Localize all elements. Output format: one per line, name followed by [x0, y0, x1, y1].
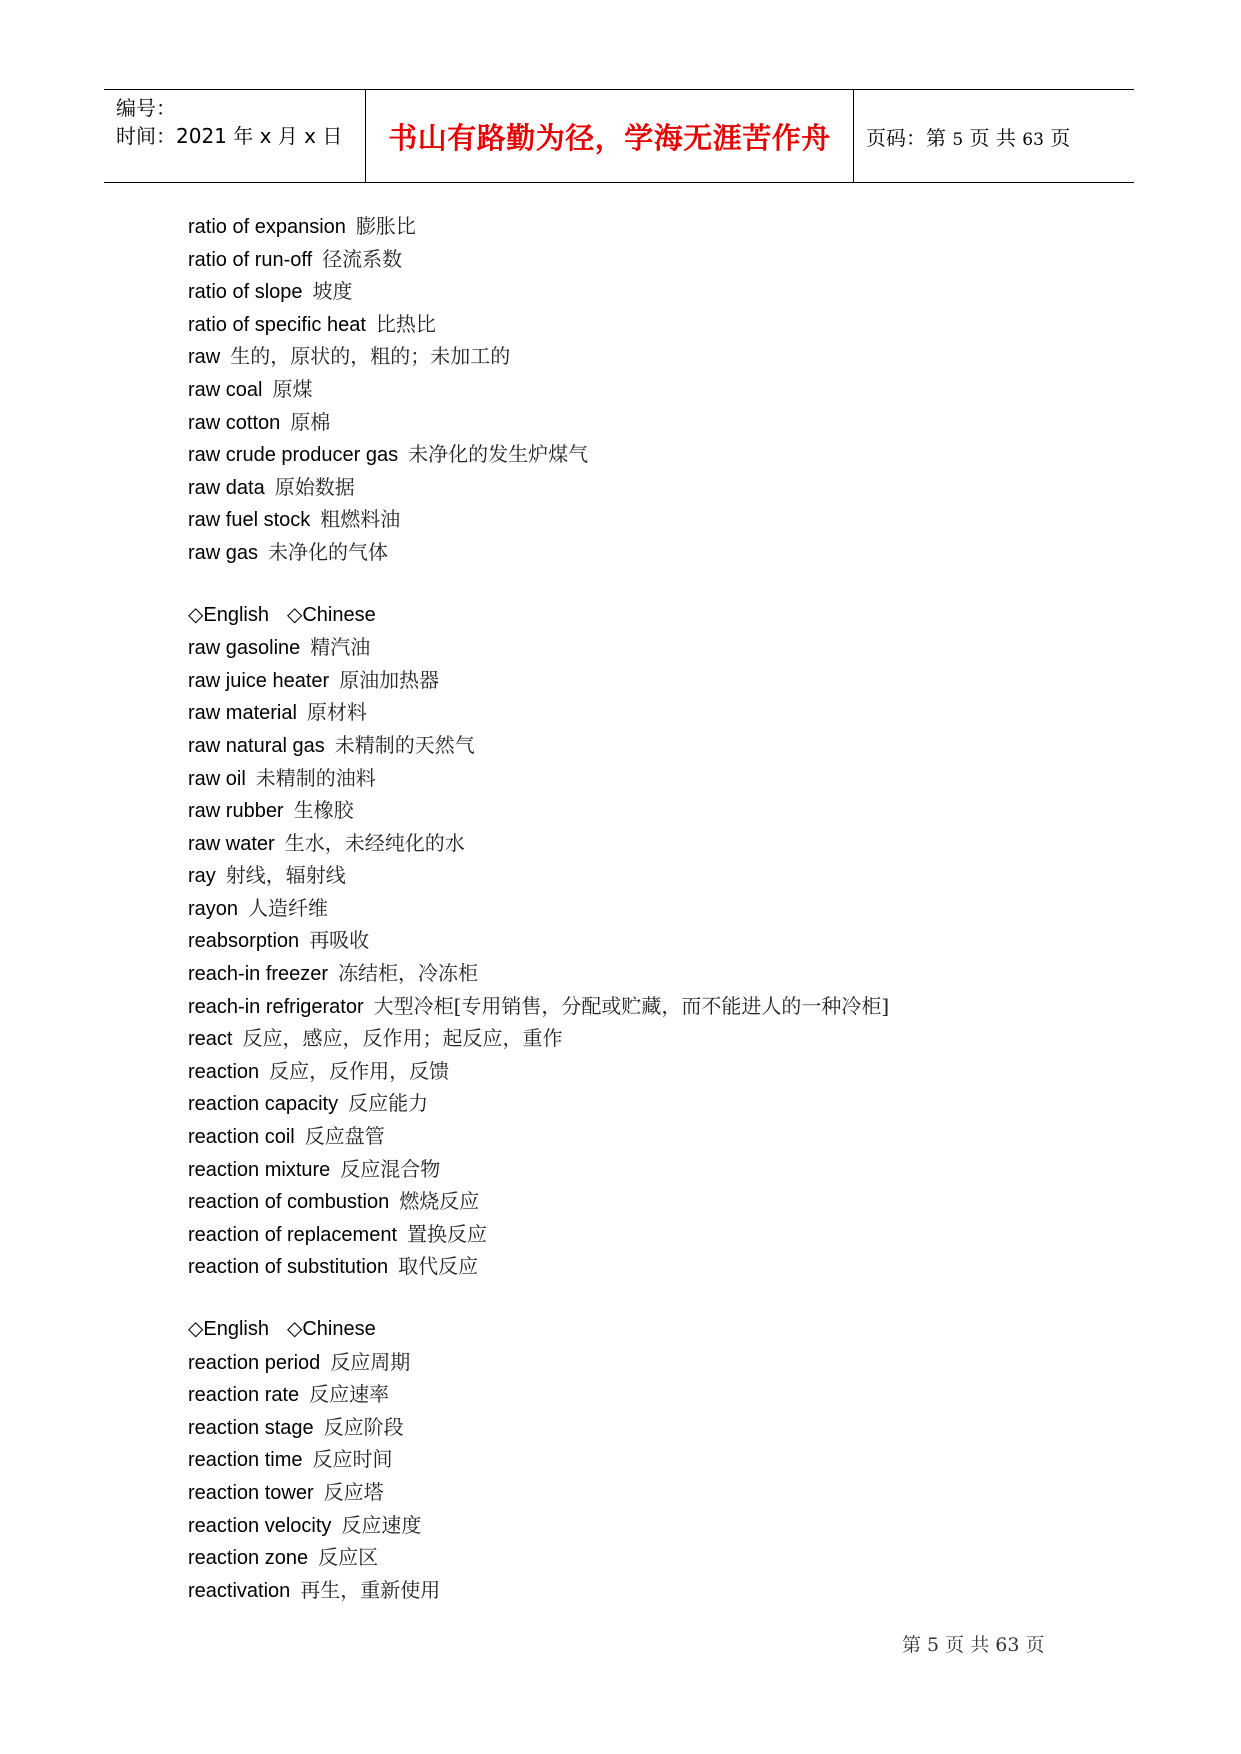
glossary-entry — [188, 1509, 1088, 1542]
entry-english-term: raw water — [188, 832, 275, 855]
entry-english-term: reaction of substitution — [188, 1256, 389, 1279]
entry-chinese-translation: 再生，重新使用 — [300, 1577, 441, 1602]
glossary-entry — [188, 210, 1088, 243]
section-heading-chinese: ◇Chinese — [286, 1318, 376, 1340]
entry-chinese-translation: 径流系数 — [322, 246, 403, 271]
entry-english-term: raw rubber — [188, 800, 284, 823]
entry-english-term: rayon — [188, 897, 239, 920]
glossary-entry — [188, 1087, 1088, 1120]
glossary-entry — [188, 859, 1088, 892]
entry-chinese-translation: 未精制的天然气 — [334, 732, 475, 757]
serial-label: 编号： — [116, 96, 176, 120]
entry-english-term: reaction time — [188, 1449, 303, 1472]
entry-chinese-translation: 反应速度 — [341, 1512, 422, 1537]
section-heading — [188, 599, 1088, 632]
header-page-cell — [854, 90, 1134, 182]
page-header — [104, 89, 1134, 183]
glossary-entry — [188, 1541, 1088, 1574]
glossary-entry — [188, 1378, 1088, 1411]
glossary-entry — [188, 1022, 1088, 1055]
glossary-entry — [188, 892, 1088, 925]
glossary-entry — [188, 340, 1088, 373]
page-label-mid: 页 共 — [969, 126, 1016, 150]
glossary-entry — [188, 729, 1088, 762]
glossary-entry — [188, 1443, 1088, 1476]
entry-chinese-translation: 人造纤维 — [248, 895, 329, 920]
glossary-entry — [188, 243, 1088, 276]
entry-english-term: raw — [188, 346, 221, 369]
entry-chinese-translation: 反应周期 — [330, 1349, 411, 1374]
entry-english-term: reaction zone — [188, 1547, 309, 1570]
header-motto-cell — [365, 90, 854, 182]
entry-english-term: react — [188, 1028, 233, 1051]
entry-chinese-translation: 燃烧反应 — [399, 1189, 480, 1214]
entry-english-term: reaction mixture — [188, 1158, 331, 1181]
section-heading-english: ◇English — [188, 1318, 269, 1340]
section-gap — [188, 569, 1088, 599]
entry-english-term: reaction period — [188, 1351, 321, 1374]
entry-english-term: reaction rate — [188, 1384, 300, 1407]
entry-english-term: raw fuel stock — [188, 509, 311, 532]
entry-english-term: reaction tower — [188, 1481, 314, 1504]
entry-chinese-translation: 反应区 — [318, 1545, 379, 1570]
entry-english-term: reaction — [188, 1060, 260, 1083]
entry-chinese-translation: 原材料 — [306, 700, 367, 725]
entry-chinese-translation: 原煤 — [272, 376, 313, 401]
page-current: 5 — [952, 130, 964, 150]
glossary-entry — [188, 1574, 1088, 1607]
entry-english-term: ratio of expansion — [188, 216, 346, 238]
glossary-entry — [188, 308, 1088, 341]
glossary-entry — [188, 1153, 1088, 1186]
page-code — [866, 122, 1070, 151]
entry-chinese-translation: 未净化的发生炉煤气 — [408, 442, 589, 467]
entry-chinese-translation: 大型冷柜[专用销售，分配或贮藏，而不能进人的一种冷柜] — [373, 993, 890, 1018]
entry-english-term: reaction stage — [188, 1416, 314, 1439]
glossary-entry — [188, 438, 1088, 471]
entry-english-term: raw oil — [188, 767, 246, 790]
entry-chinese-translation: 再吸收 — [309, 928, 370, 953]
glossary-entry — [188, 696, 1088, 729]
page-label-prefix: 页码：第 — [866, 126, 946, 150]
glossary-entry — [188, 275, 1088, 308]
entry-english-term: raw gas — [188, 541, 259, 564]
entry-english-term: reaction capacity — [188, 1093, 339, 1116]
glossary-content — [188, 210, 1088, 1606]
entry-english-term: raw cotton — [188, 411, 281, 434]
entry-chinese-translation: 生的，原状的，粗的；未加工的 — [230, 344, 511, 369]
entry-chinese-translation: 生橡胶 — [293, 798, 354, 823]
entry-chinese-translation: 未精制的油料 — [255, 765, 376, 790]
entry-english-term: reaction of replacement — [188, 1223, 398, 1246]
glossary-entry — [188, 471, 1088, 504]
glossary-entry — [188, 536, 1088, 569]
glossary-entry — [188, 1185, 1088, 1218]
entry-chinese-translation: 比热比 — [375, 311, 436, 336]
entry-english-term: reaction coil — [188, 1126, 295, 1149]
entry-english-term: ratio of run-off — [188, 248, 313, 271]
section-heading — [188, 1313, 1088, 1346]
entry-chinese-translation: 反应，反作用，反馈 — [269, 1058, 450, 1083]
entry-chinese-translation: 未净化的气体 — [268, 539, 389, 564]
glossary-entry — [188, 990, 1088, 1023]
entry-english-term: raw coal — [188, 378, 263, 401]
entry-english-term: reaction of combustion — [188, 1191, 390, 1214]
entry-chinese-translation: 反应阶段 — [323, 1414, 404, 1439]
date-line: 时间：2021 年 x 月 x 日 — [116, 124, 343, 148]
entry-chinese-translation: 反应混合物 — [340, 1156, 441, 1181]
glossary-entry — [188, 1346, 1088, 1379]
entry-english-term: ray — [188, 865, 216, 888]
glossary-entry — [188, 957, 1088, 990]
entry-english-term: raw material — [188, 702, 297, 725]
entry-chinese-translation: 原油加热器 — [339, 667, 440, 692]
entry-chinese-translation: 取代反应 — [398, 1254, 479, 1279]
glossary-entry — [188, 762, 1088, 795]
entry-english-term: reach-in refrigerator — [188, 995, 364, 1018]
section-gap — [188, 1283, 1088, 1313]
entry-english-term: reabsorption — [188, 930, 300, 953]
glossary-entry — [188, 794, 1088, 827]
entry-english-term: reach-in freezer — [188, 963, 329, 986]
glossary-entry — [188, 827, 1088, 860]
glossary-entry — [188, 1476, 1088, 1509]
entry-chinese-translation: 反应速率 — [309, 1382, 390, 1407]
glossary-entry — [188, 1411, 1088, 1444]
glossary-entry — [188, 503, 1088, 536]
entry-english-term: reaction velocity — [188, 1514, 332, 1537]
entry-english-term: raw crude producer gas — [188, 444, 399, 467]
entry-english-term: raw gasoline — [188, 637, 301, 660]
entry-english-term: ratio of slope — [188, 281, 303, 304]
glossary-entry — [188, 664, 1088, 697]
section-heading-english: ◇English — [188, 603, 269, 626]
entry-chinese-translation: 生水，未经纯化的水 — [284, 830, 465, 855]
section-heading-chinese: ◇Chinese — [286, 603, 376, 626]
glossary-entry — [188, 1218, 1088, 1251]
page-total: 63 — [1022, 130, 1044, 150]
entry-chinese-translation: 原棉 — [290, 409, 331, 434]
entry-english-term: raw data — [188, 476, 265, 499]
page-label-suffix: 页 — [1050, 126, 1071, 150]
entry-english-term: raw juice heater — [188, 669, 330, 692]
glossary-entry — [188, 1055, 1088, 1088]
glossary-entry — [188, 1120, 1088, 1153]
entry-chinese-translation: 冻结柜，冷冻柜 — [338, 961, 479, 986]
entry-english-term: raw natural gas — [188, 734, 325, 757]
glossary-entry — [188, 924, 1088, 957]
entry-chinese-translation: 膨胀比 — [355, 214, 416, 238]
glossary-entry — [188, 373, 1088, 406]
entry-chinese-translation: 原始数据 — [274, 474, 355, 499]
page-footer: 第 5 页 共 63 页 — [902, 1634, 1045, 1656]
header-meta-cell — [104, 90, 364, 182]
entry-chinese-translation: 反应，感应，反作用；起反应，重作 — [242, 1026, 563, 1051]
entry-chinese-translation: 反应盘管 — [304, 1124, 385, 1149]
entry-chinese-translation: 置换反应 — [407, 1221, 488, 1246]
glossary-entry — [188, 406, 1088, 439]
motto: 书山有路勤为径，学海无涯苦作舟 — [388, 121, 831, 155]
glossary-entry — [188, 1250, 1088, 1283]
entry-english-term: ratio of specific heat — [188, 313, 366, 336]
entry-chinese-translation: 坡度 — [312, 279, 353, 304]
entry-chinese-translation: 反应塔 — [323, 1479, 384, 1504]
entry-chinese-translation: 粗燃料油 — [320, 507, 401, 532]
entry-english-term: reactivation — [188, 1579, 291, 1602]
entry-chinese-translation: 反应能力 — [348, 1091, 429, 1116]
entry-chinese-translation: 反应时间 — [312, 1447, 393, 1472]
entry-chinese-translation: 射线，辐射线 — [225, 863, 346, 888]
glossary-entry — [188, 631, 1088, 664]
entry-chinese-translation: 精汽油 — [310, 635, 371, 660]
